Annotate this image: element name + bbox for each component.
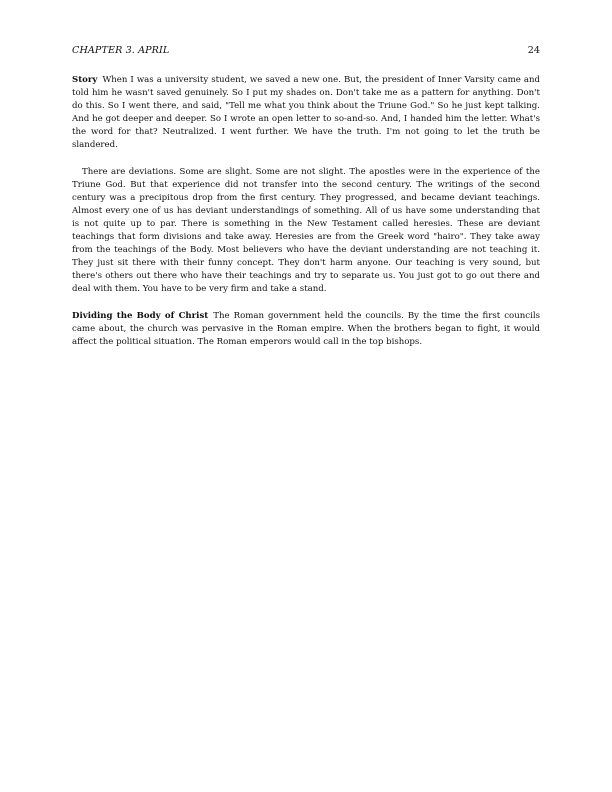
running-header — [72, 45, 540, 57]
chapter-title: CHAPTER 3. APRIL — [72, 45, 170, 56]
document-page — [72, 45, 540, 349]
deviations-paragraph — [72, 166, 540, 297]
dividing-body-paragraph — [72, 310, 540, 349]
story-heading: Story — [72, 75, 98, 85]
page-number: 24 — [527, 45, 540, 56]
dividing-body-text: The Roman government held the councils. By the time the first councils came about, the church was pervasive in the Roman empire. When the brothers began to fight, it would affect the political situation. The Roman emperors would call in the top bishops. — [72, 310, 540, 347]
story-paragraph — [72, 74, 540, 153]
dividing-body-heading: Dividing the Body of Christ — [72, 310, 209, 321]
story-body: When I was a university student, we saved a new one. But, the president of Inner Varsity came and told him he wasn't saved genuinely. So I put my shades on. Don't take me as a pattern for anything. Don't do this. So I went there, and said, "Tell me what you think about the Triune God." So he just kept talking. And he got deeper and deeper. So I wrote an open letter to so-and-so. And, I handed him the letter. What's the word for that? Neutralized. I went further. We have the truth. I'm not going to let the truth be slandered. — [72, 75, 540, 151]
deviations-body: There are deviations. Some are slight. Some are not slight. The apostles were in the experience of the Triune God. But that experience did not transfer into the second century. The writings of the second century was a precipitous drop from the first century. They progressed, and became deviant teachings. Almost every one of us has deviant understandings of something. All of us have some understanding that is not quite up to par. There is something in the New Testament called heresies. These are deviant teachings that form divisions and take away. Heresies are from the Greek word "hairo". They take away from the teachings of the Body. Most believers who have the deviant understanding are not teaching it. They just sit there with their funny concept. They don't harm anyone. Our teaching is very sound, but there's others out there who have their teachings and try to separate us. You just got to go out there and deal with them. You have to be very firm and take a stand. — [72, 166, 540, 295]
